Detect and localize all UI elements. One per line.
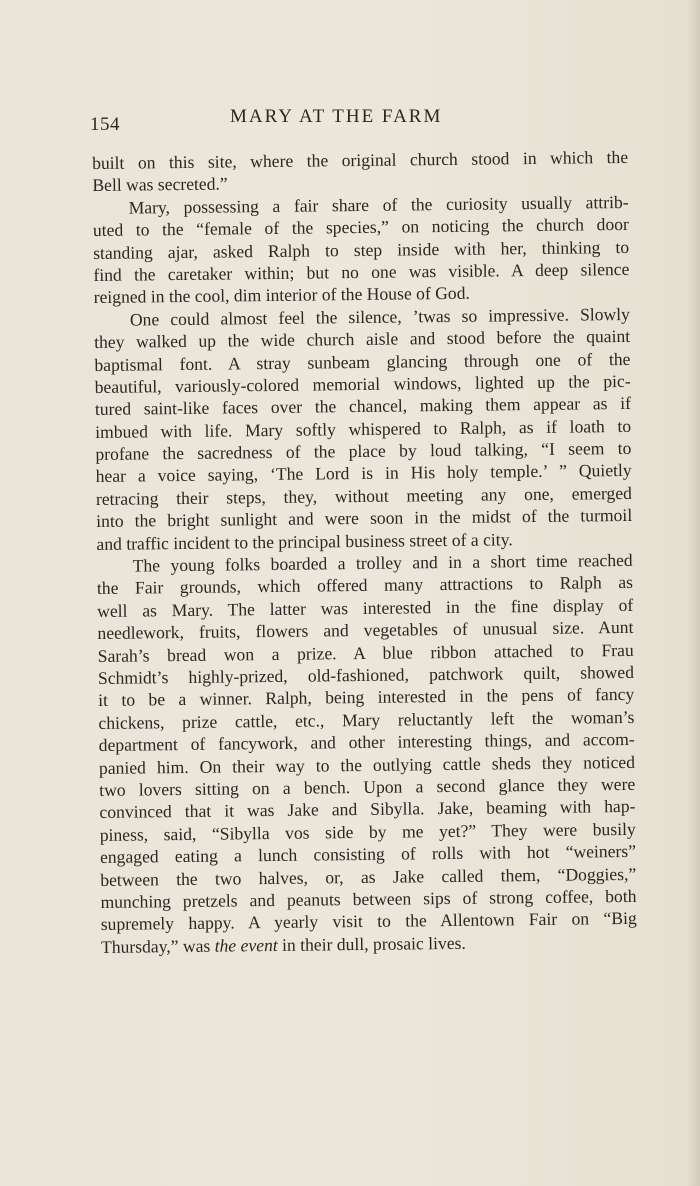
text-line: the Fair grounds, which offered many attractions to Ralph as <box>96 572 634 599</box>
text-line: two lovers sitting on a bench. Upon a second glance they were <box>99 773 636 800</box>
text-line: retracing their steps, they, without meeting any one, emerged <box>95 482 633 509</box>
final-line-start: Thursday,” was <box>100 935 215 957</box>
text-line: convinced that it was Jake and Sibylla. Jake, beaming with hap- <box>99 796 636 823</box>
text-line: Schmidt’s highly-prized, old-fashioned, patchwork quilt, showed <box>97 661 635 688</box>
text-line: munching pretzels and peanuts between sips of strong coffee, both <box>100 885 637 912</box>
text-line: reigned in the cool, dim interior of the House of God. <box>93 283 470 308</box>
text-line: find the caretaker within; but no one was visible. A deep silence <box>93 258 630 285</box>
text-line: beautiful, variously-colored memorial windows, lighted up the pic- <box>94 370 631 397</box>
italic-phrase: the event <box>214 934 278 956</box>
text-line: they walked up the wide church aisle and stood before the quaint <box>94 326 631 353</box>
text-line: hear a voice saying, ‘The Lord is in His holy temple.’ ” Quietly <box>95 460 632 487</box>
text-line: uted to the “female of the species,” on noticing the church door <box>92 214 629 241</box>
page-number: 154 <box>90 114 120 135</box>
text-line: imbued with life. Mary softly whispered to Ralph, as if loath to <box>95 415 632 442</box>
text-line: Bell was secreted.” <box>92 173 228 196</box>
text-line: baptismal font. A stray sunbeam glancing through one of the <box>94 348 631 375</box>
text-line: engaged eating a lunch consisting of rolls with hot “weiners” <box>99 840 637 868</box>
text-line: Sarah’s bread won a prize. A blue ribbon attached to Frau <box>97 639 634 666</box>
text-line: built on this site, where the original church stood in which the <box>92 146 629 173</box>
text-line: tured saint-like faces over the chancel, making them appear as if <box>94 393 631 420</box>
text-line: department of fancywork, and other interesting things, and accom- <box>98 729 635 756</box>
text-line: between the two halves, or, as Jake called them, “Doggies,” <box>100 863 637 890</box>
text-line: supremely happy. A yearly visit to the Allentown Fair on “Big <box>100 908 637 935</box>
text-line: it to be a winner. Ralph, being interested in the pens of fancy <box>98 684 635 711</box>
text-line: and traffic incident to the principal business street of a city. <box>96 528 513 554</box>
text-line: profane the sacredness of the place by loud talking, “I seem to <box>95 437 632 465</box>
page-edge-shadow <box>686 0 700 1186</box>
text-line: well as Mary. The latter was interested in the fine display of <box>97 594 634 621</box>
text-line: One could almost feel the silence, ’twas so impressive. Slowly <box>129 303 630 330</box>
text-line: The young folks boarded a trolley and in a short time reached <box>132 549 633 576</box>
body-text <box>92 146 637 958</box>
text-line: Mary, possessing a fair share of the curiosity usually attrib- <box>128 191 629 218</box>
final-line-end: in their dull, prosaic lives. <box>277 932 466 955</box>
text-line: into the bright sunlight and were soon in the midst of the turmoil <box>96 505 633 532</box>
text-line: chickens, prize cattle, etc., Mary reluctantly left the woman’s <box>98 706 635 733</box>
text-line: panied him. On their way to the outlying cattle sheds they noticed <box>98 751 636 778</box>
running-head: MARY AT THE FARM <box>230 106 443 127</box>
text-line: piness, said, “Sibylla vos side by me yet?” They were busily <box>99 818 636 845</box>
text-line: needlework, fruits, flowers and vegetables of unusual size. Aunt <box>97 617 634 644</box>
text-line: standing ajar, asked Ralph to step inside with her, thinking to <box>93 236 630 263</box>
page-header <box>90 104 630 134</box>
